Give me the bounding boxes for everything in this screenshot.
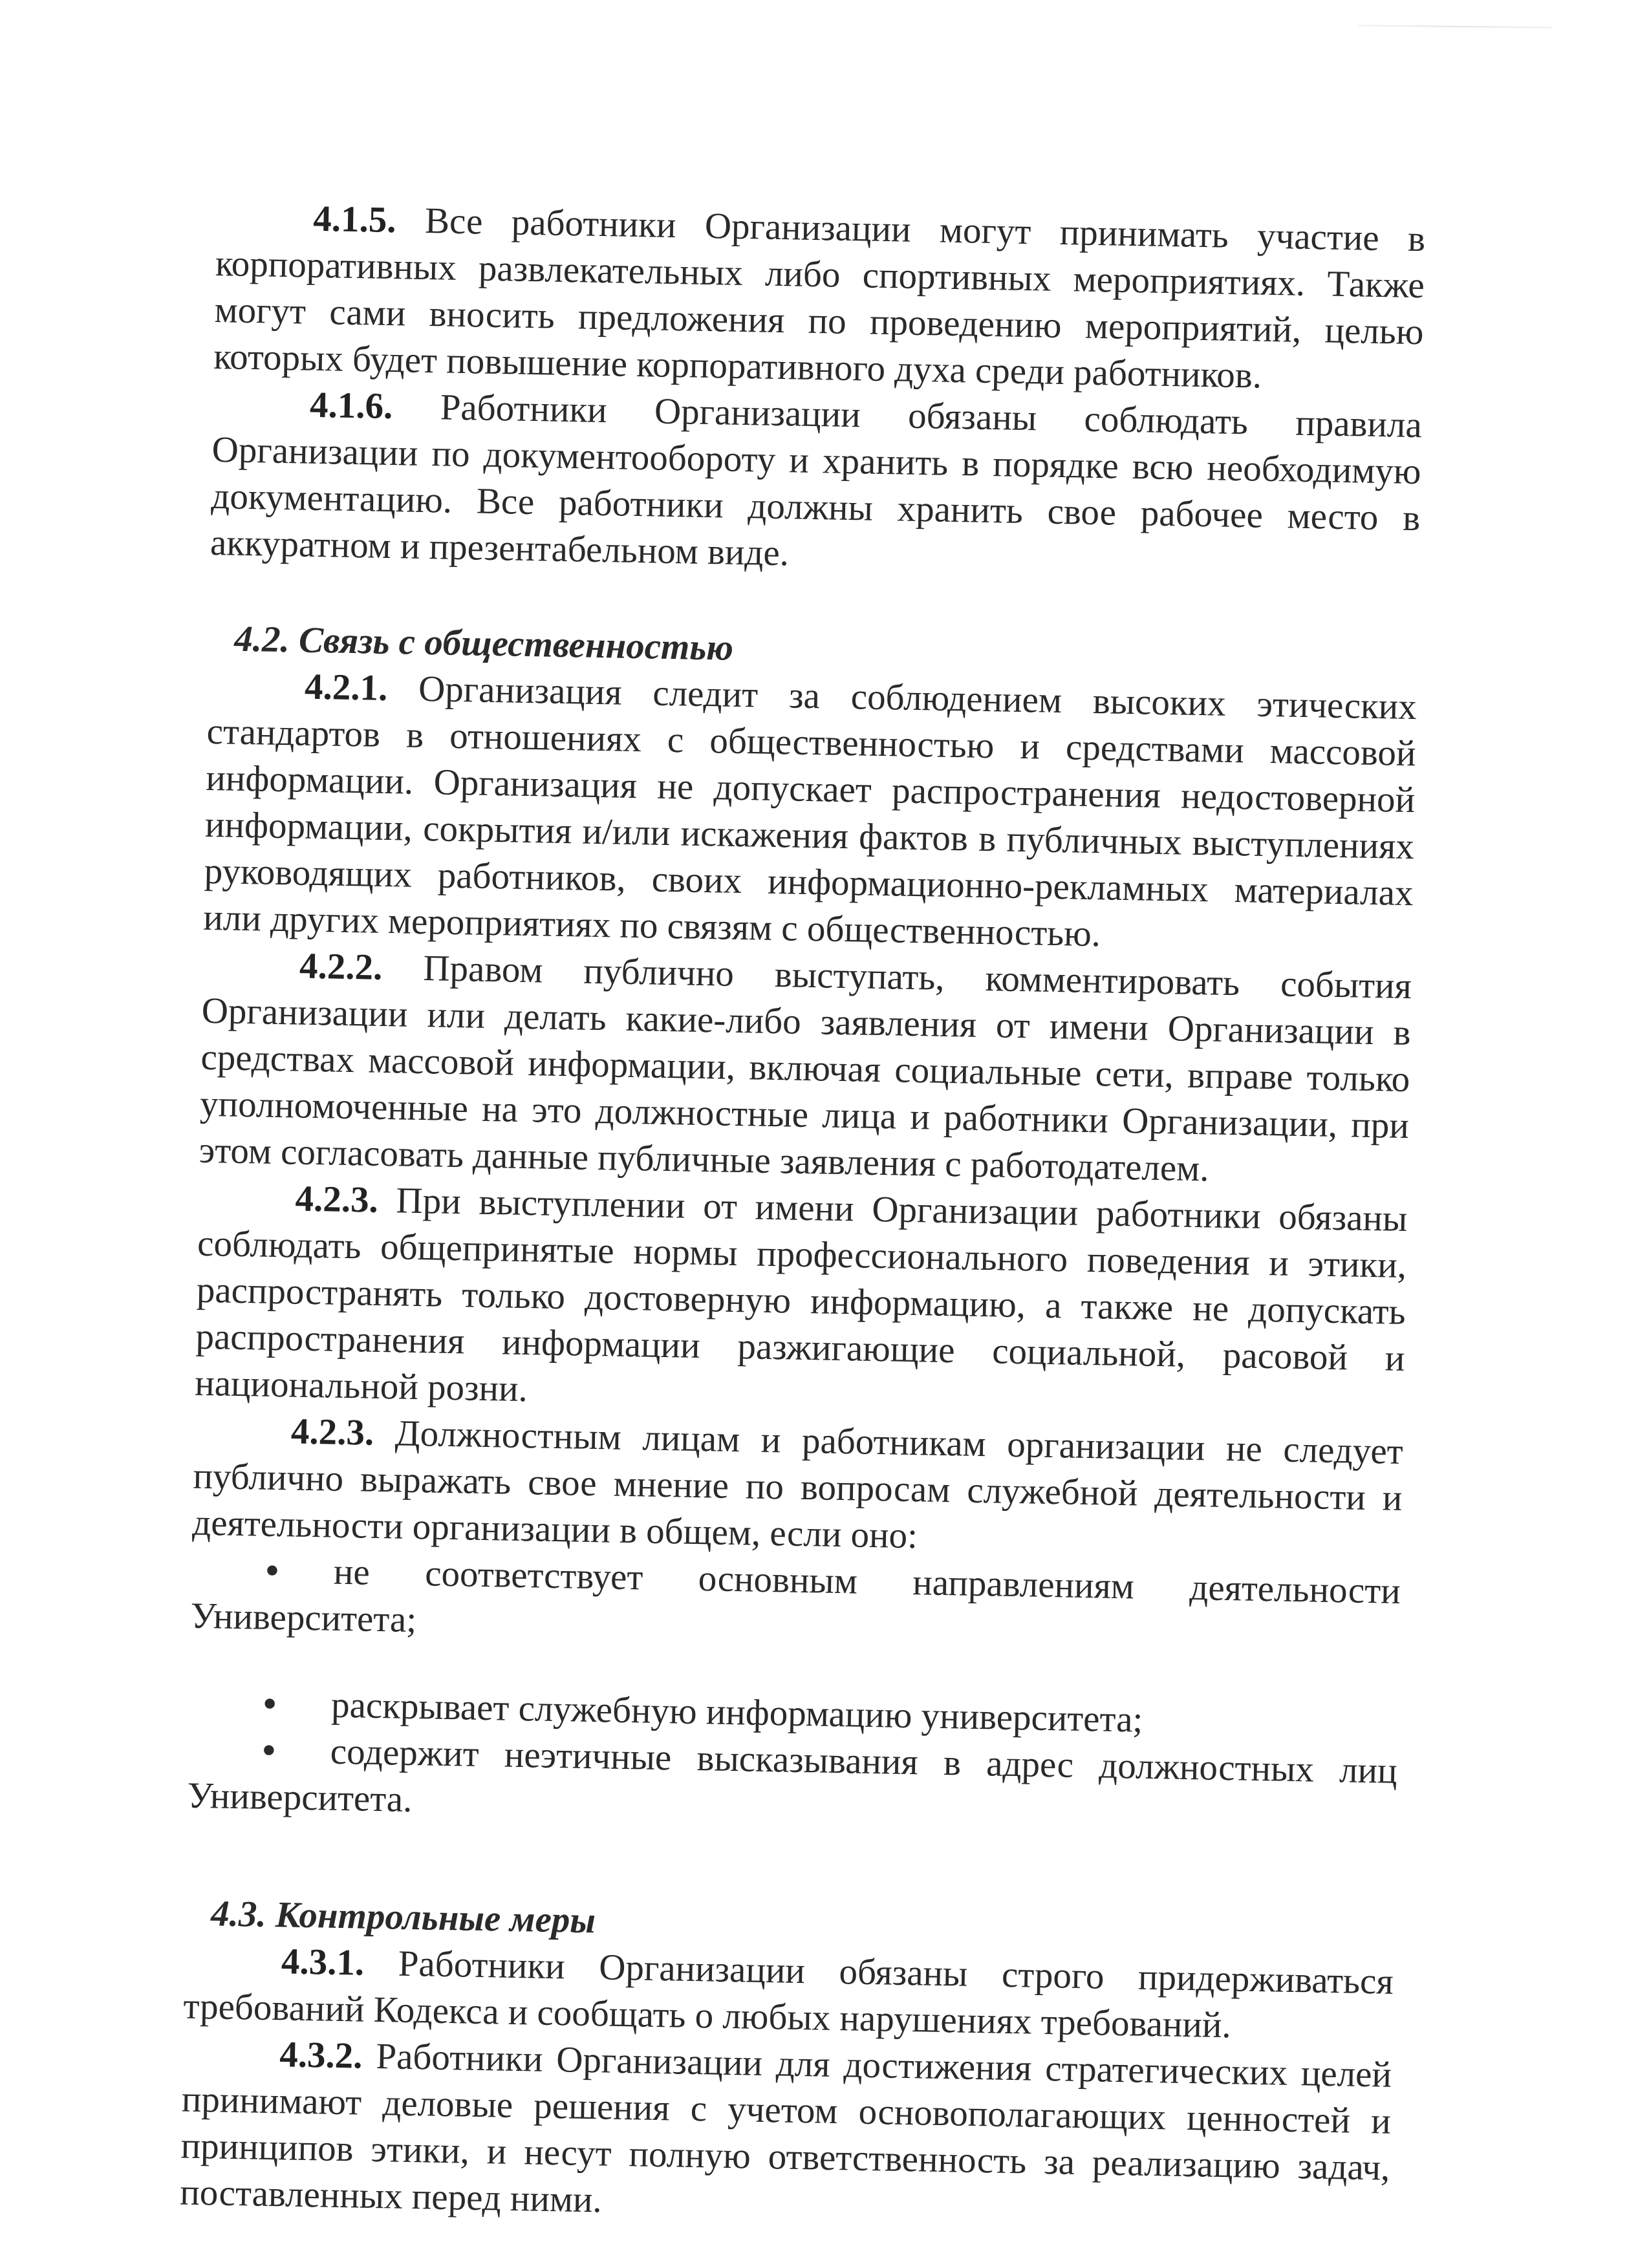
- clause-number: 4.2.1.: [304, 666, 388, 709]
- paragraph-4-2-2: [199, 941, 1412, 1196]
- paragraph-4-3-2: [180, 2030, 1392, 2238]
- bullet-icon: •: [262, 1729, 276, 1771]
- list-item-text: раскрывает служебную информацию университета;: [330, 1684, 1143, 1740]
- scan-edge-mark: [1358, 25, 1552, 28]
- document-page: [180, 194, 1426, 2238]
- paragraph-4-2-1: [203, 662, 1417, 963]
- clause-number: 4.1.5.: [312, 198, 397, 241]
- bullet-list: [187, 1546, 1401, 1841]
- list-item-text: содержит неэтичные высказывания в адрес должностных лиц Университета.: [187, 1731, 1398, 1820]
- clause-number: 4.3.2.: [279, 2034, 363, 2077]
- paragraph-4-2-3-b: [192, 1407, 1404, 1568]
- section-heading-4-2: 4.2. Связь с общественностью: [233, 618, 734, 669]
- clause-text: При выступлении от имени Организации работники обязаны соблюдать общепринятые нормы профессионального поведения и этики, распространять только достоверную информацию, а также не допускать распространения информации разжигающие социальной, расовой и национальной розни.: [194, 1179, 1408, 1410]
- clause-text: Работники Организации обязаны соблюдать правила Организации по документообороту и хранить в порядке всю необходимую документацию. Все работники должны хранить свое рабочее место в аккуратном и презентабельном виде.: [210, 386, 1423, 574]
- clause-text: Работники Организации для достижения стратегических целей принимают деловые решения с учетом основополагающих ценностей и принципов этики, и несут полную ответственность за реализацию задач, поставленных перед ними.: [179, 2035, 1392, 2221]
- clause-text: Должностным лицам и работникам организации не следует публично выражать свое мнение по вопросам служебной деятельности и деятельности организации в общем, если оно:: [191, 1412, 1404, 1557]
- paragraph-4-2-3-a: [195, 1174, 1408, 1429]
- clause-number: 4.1.6.: [309, 384, 393, 427]
- paragraph-4-1-6: [210, 380, 1422, 588]
- clause-text: Все работники Организации могут принимать участие в корпоративных развлекательных либо спортивных мероприятиях. Также могут сами вносить предложения по проведению мероприятий, целью которых будет повышение корпоративного духа среди работников.: [213, 200, 1426, 396]
- clause-number: 4.3.1.: [281, 1941, 365, 1984]
- clause-number: 4.2.3.: [294, 1178, 379, 1221]
- clause-text: Работники Организации обязаны строго придерживаться требований Кодекса и сообщать о любых нарушениях требований.: [183, 1942, 1394, 2046]
- list-item-text: не соответствует основным направлениям деятельности Университета;: [190, 1551, 1401, 1641]
- paragraph-4-1-5: [213, 194, 1426, 402]
- bullet-icon: •: [263, 1683, 277, 1725]
- clause-number: 4.2.2.: [299, 945, 383, 988]
- bullet-icon: •: [265, 1550, 279, 1592]
- clause-text: Организация следит за соблюдением высоких этических стандартов в отношениях с общественностью и средствами массовой информации. Организация не допускает распространения недостоверной информации, сокрытия и/или искажения фактов в публичных выступлениях руководящих работников, своих информационно-рекламных материалах или других мероприятиях по связям с общественностью.: [202, 667, 1417, 955]
- clause-text: Правом публично выступать, комментировать события Организации или делать какие-либо заявления от имени Организации в средствах массовой информации, включая социальные сети, вправе только уполномоченные на это должностные лица и работники Организации, при этом согласовать данные публичные заявления с работодателем.: [199, 947, 1412, 1190]
- section-heading-4-3: 4.3. Контрольные меры: [210, 1893, 596, 1942]
- clause-number: 4.2.3.: [290, 1411, 374, 1453]
